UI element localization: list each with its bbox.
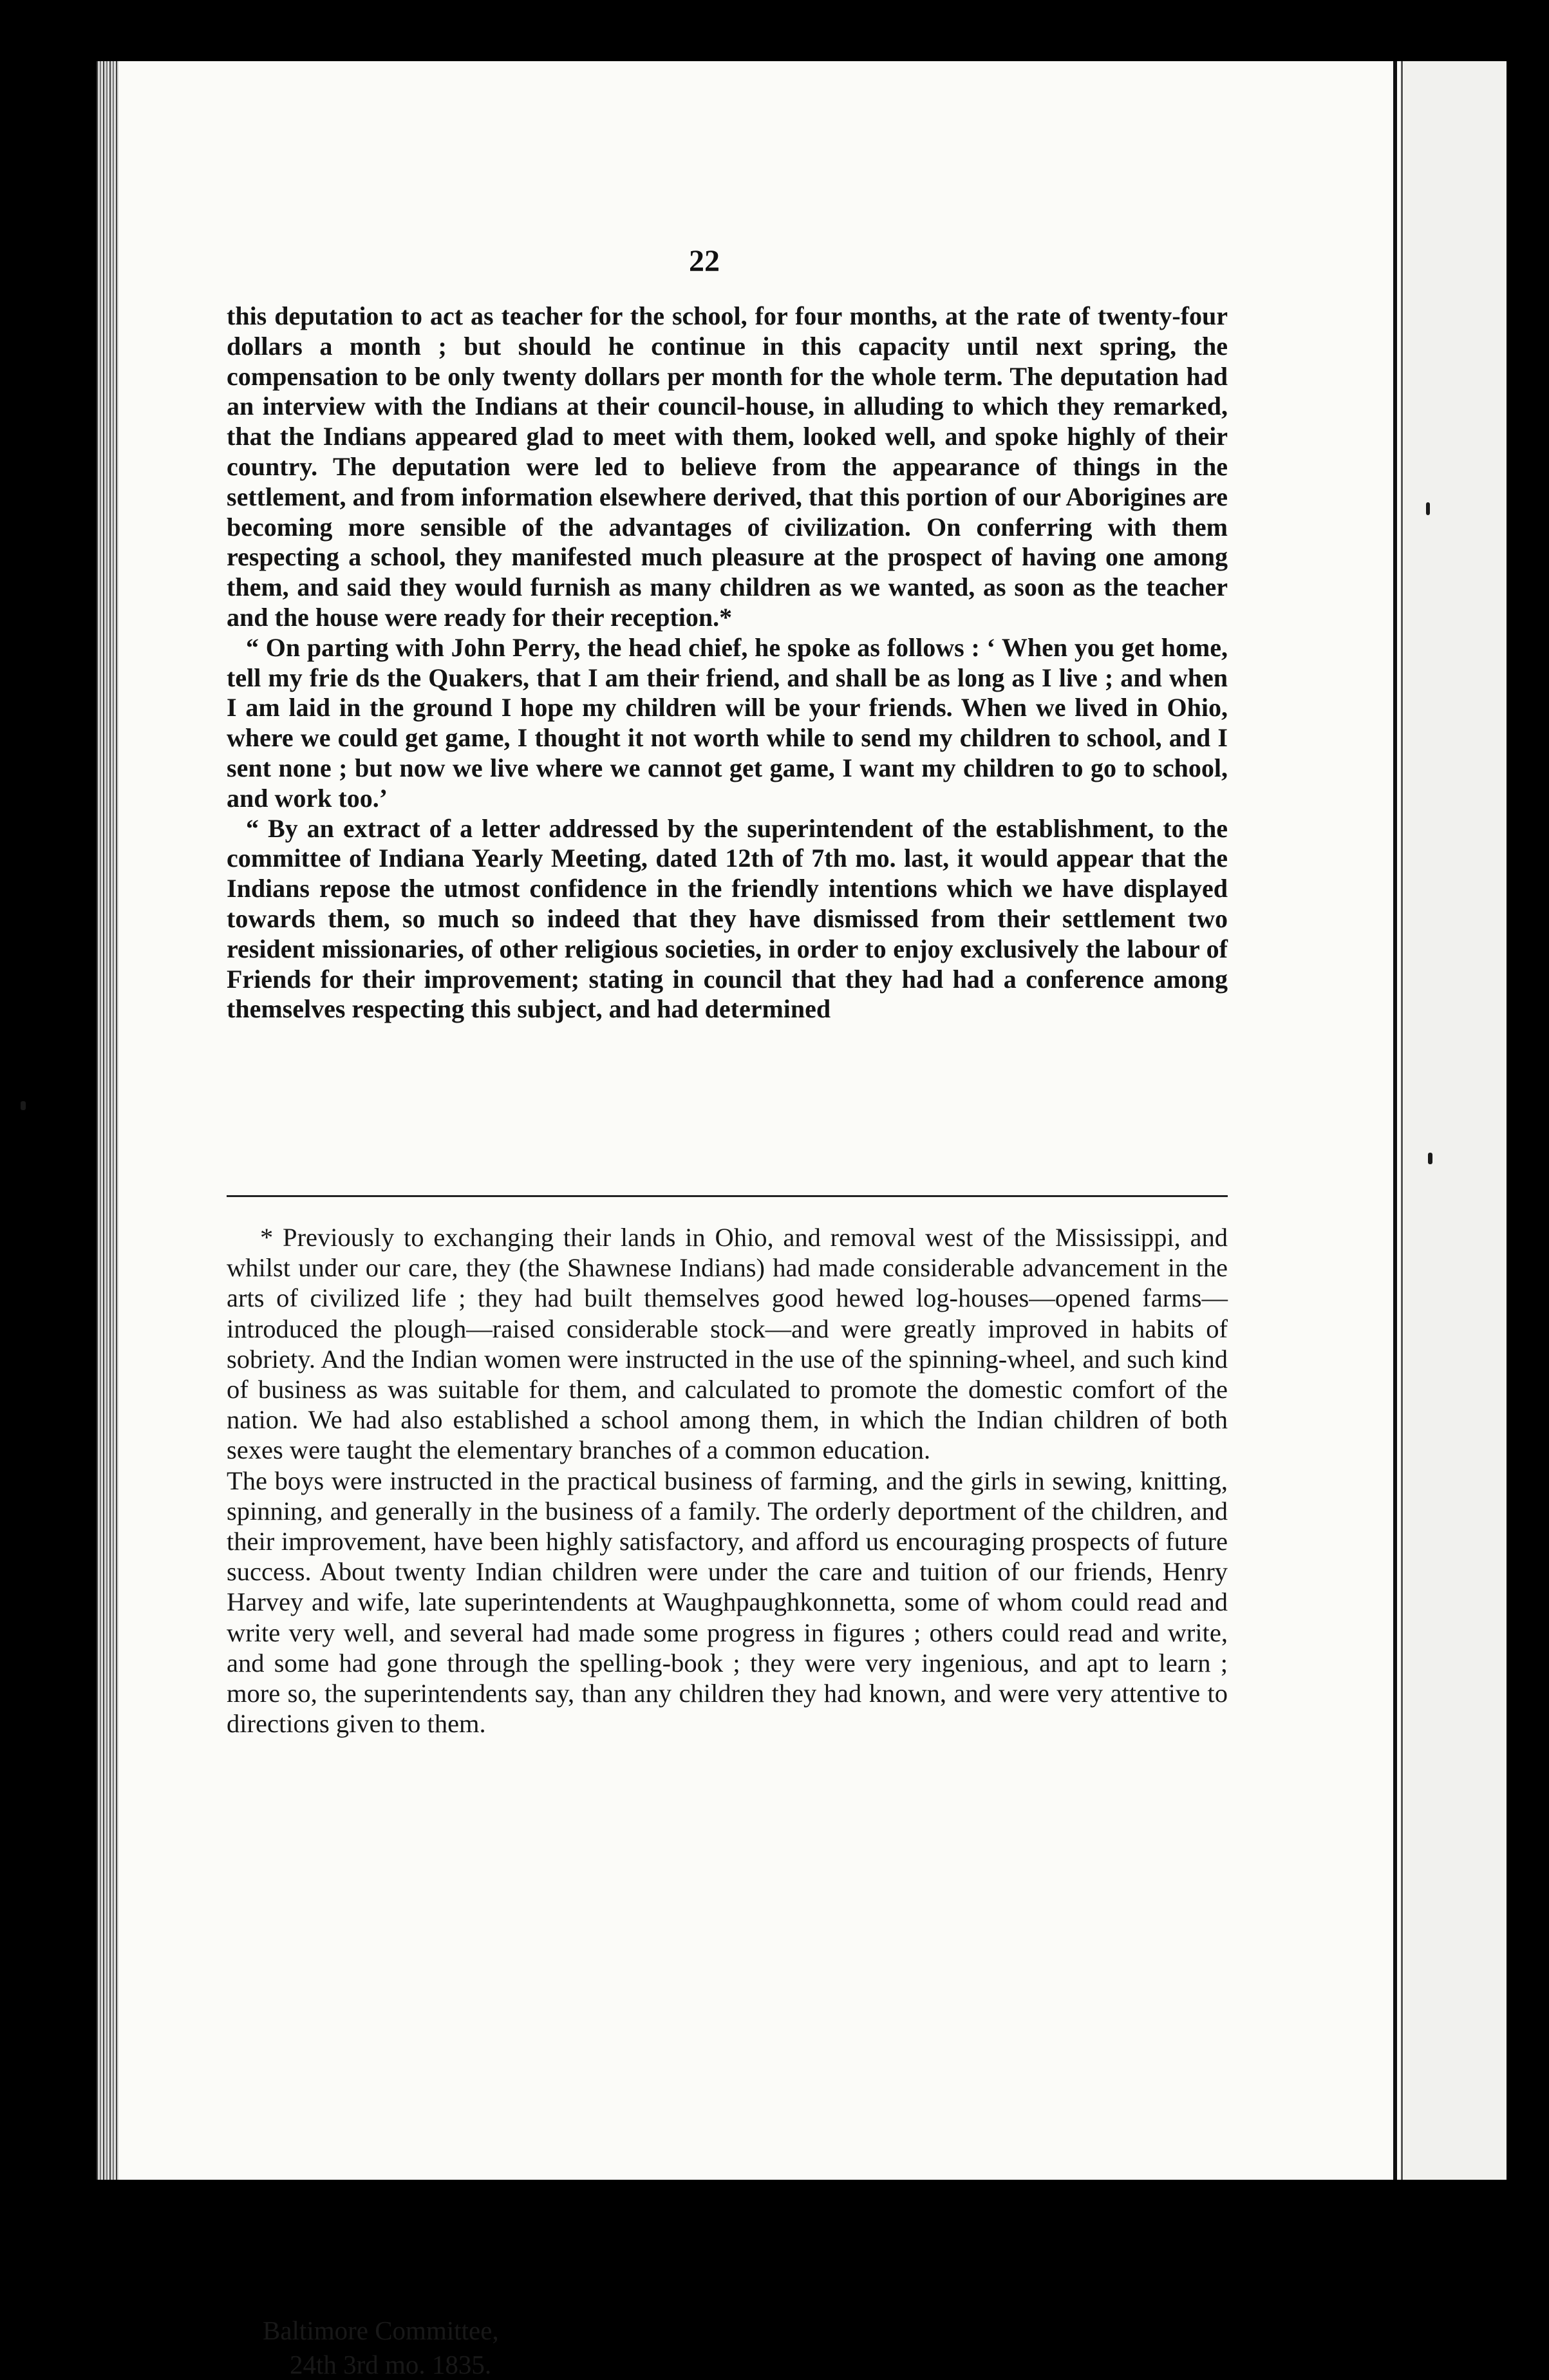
footnote-paragraph-continued: The boys were instructed in the practical business of farming, and the girls in sewing, knitting, spinning, and generally in the business of a family. The orderly deportment of the children, and their improvement, have been highly satisfactory, and afford us encouraging prospects of future success. About twenty Indian children were under the care and tuition of our friends, Henry Harvey and wife, late superintendents at Waughpaughkonnetta, some of whom could read and write very well, and several had made some progress in figures ; others could read and write, and some had gone through the spelling-book ; they were very ingenious, and apt to learn ; more so, the superintendents say, than any children they had known, and were very attentive to directions given to them. <box>227 1466 1228 1739</box>
right-gutter-line-secondary <box>1401 61 1403 2180</box>
left-binding-edge <box>97 61 118 2180</box>
footnote-paragraph: * Previously to exchanging their lands in Ohio, and removal west of the Mississippi, and whilst under our care, they (the Shawnese Indians) had made considerable advancement in the arts of civilized life ; they had built themselves good hewed log-houses—opened farms—introduced the plough—raised considerable stock—and were greatly improved in habits of sobriety. And the Indian women were instructed in the use of the spinning-wheel, and such kind of business as was suitable for them, and calculated to promote the domestic comfort of the nation. We had also established a school among them, in which the Indian children of both sexes were taught the elementary branches of a common education. <box>227 1223 1228 1465</box>
scan-speck <box>21 1101 26 1110</box>
paragraph-superintendent-letter: “ By an extract of a letter addressed by the superintendent of the establishment, to the committee of Indiana Yearly Meeting, dated 12th of 7th mo. last, it would appear that the Indians repose the utmost confidence in the friendly intentions which we have displayed towards them, so much so indeed that they have dismissed from their settlement two resident missionaries, of other religious societies, in order to enjoy exclusively the labour of Friends for their improvement; stating in council that they had had a conference among themselves respecting this subject, and had determined <box>227 813 1228 1024</box>
right-gutter-line <box>1393 61 1397 2180</box>
signature-organization: Baltimore Committee, <box>263 2316 499 2345</box>
scan-speck <box>1426 502 1430 515</box>
footnote <box>227 1222 1228 1739</box>
signature-date: 24th 3rd mo. 1835. <box>290 2350 492 2379</box>
footnote-divider <box>227 1195 1228 1197</box>
paragraph-john-perry: “ On parting with John Perry, the head chief, he spoke as follows : ‘ When you get home, tell my frie ds the Quakers, that I am their friend, and shall be as long as I live ; and when I am laid in the ground I hope my children will be your friends. When we lived in Ohio, where we could get game, I thought it not worth while to send my children to school, and I sent none ; but now we live where we cannot get game, I want my children to go to school, and work too.’ <box>227 632 1228 813</box>
paragraph-deputation: this deputation to act as teacher for the school, for four months, at the rate of twenty-four dollars a month ; but should he continue in this capacity until next spring, the compensation to be only twenty dollars per month for the whole term. The deputation had an interview with the Indians at their council-house, in alluding to which they remarked, that the Indians appeared glad to meet with them, looked well, and spoke highly of their country. The deputation were led to believe from the appearance of things in the settlement, and from information elsewhere derived, that this portion of our Aborigines are becoming more sensible of the advantages of civilization. On conferring with them respecting a school, they manifested much pleasure at the prospect of having one among them, and said they would furnish as many children as we wanted, as soon as the teacher and the house were ready for their reception.* <box>227 301 1228 632</box>
page-number: 22 <box>689 244 720 278</box>
main-text <box>227 301 1228 1025</box>
scan-speck <box>1428 1153 1432 1164</box>
right-margin <box>1403 61 1507 2180</box>
